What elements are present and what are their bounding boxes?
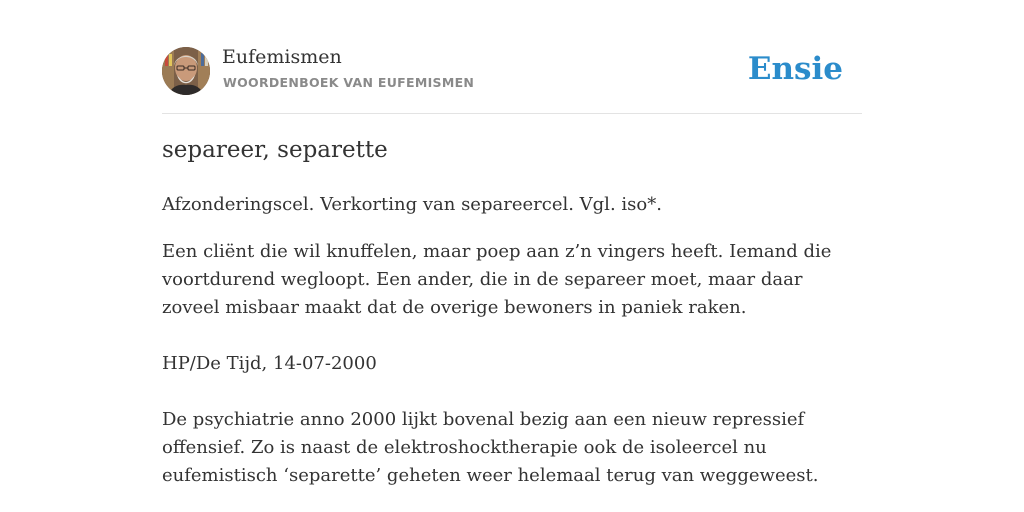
paragraph-spacer <box>162 378 862 406</box>
ensie-logo-link[interactable]: Ensie <box>747 51 843 87</box>
brand-subtitle: WOORDENBOEK VAN EUFEMISMEN <box>223 75 475 90</box>
brand-name[interactable]: Eufemismen <box>222 46 342 68</box>
portrait-avatar-icon <box>162 47 210 95</box>
entry-source: HP/De Tijd, 14-07-2000 <box>162 353 377 374</box>
entry-quote: Een cliënt die wil knuffelen, maar poep aan z’n vingers heeft. Iemand die voortdurend wegloopt. Een ander, die in de separeer moet, maar daar zoveel misbaar maakt dat de overige bewoners in paniek raken. <box>162 241 832 318</box>
entry-title: separeer, separette <box>162 137 388 163</box>
entry-definition: Afzonderingscel. Verkorting van separeercel. Vgl. iso*. <box>162 194 662 215</box>
entry-body <box>162 191 862 490</box>
page-header <box>162 40 862 114</box>
paragraph-spacer <box>162 322 862 350</box>
entry-commentary: De psychiatrie anno 2000 lijkt bovenal bezig aan een nieuw repressief offensief. Zo is naast de elektroshocktherapie ook de isoleercel nu eufemistisch ‘separette’ geheten weer helemaal terug van weggeweest. <box>162 409 819 486</box>
avatar[interactable] <box>162 47 210 95</box>
entry-card <box>162 40 862 486</box>
